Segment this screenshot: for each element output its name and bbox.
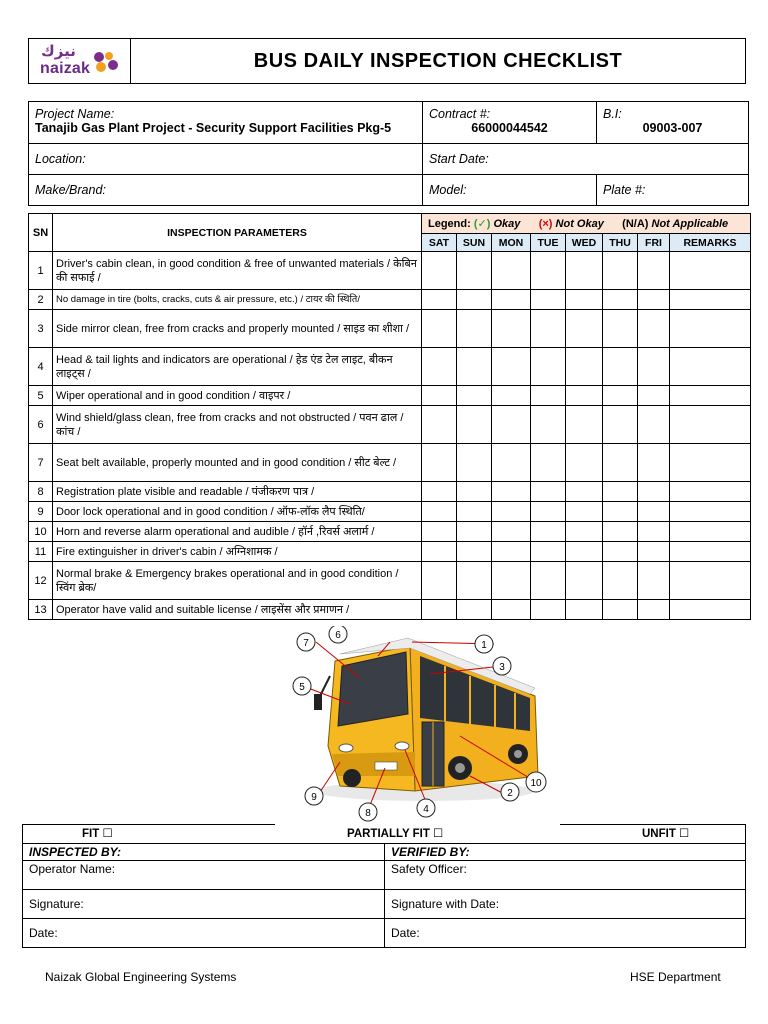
callout-3-label: 3 — [499, 662, 505, 673]
day-check-cell[interactable] — [457, 502, 492, 522]
day-check-cell[interactable] — [638, 562, 670, 600]
remarks-cell[interactable] — [670, 406, 751, 444]
remarks-header: REMARKS — [670, 234, 751, 252]
callout-8-label: 8 — [365, 808, 371, 819]
day-check-cell[interactable] — [492, 542, 531, 562]
table-row — [29, 600, 751, 620]
day-check-cell[interactable] — [457, 386, 492, 406]
start-date-label: Start Date: — [429, 152, 489, 166]
day-check-cell[interactable] — [422, 252, 457, 290]
day-check-cell[interactable] — [566, 600, 603, 620]
day-check-cell[interactable] — [566, 562, 603, 600]
project-name-cell — [29, 102, 423, 144]
day-check-cell[interactable] — [603, 600, 638, 620]
day-check-cell[interactable] — [603, 348, 638, 386]
callout-1-label: 1 — [481, 640, 487, 651]
day-check-cell[interactable] — [492, 444, 531, 482]
day-check-cell[interactable] — [457, 310, 492, 348]
day-check-cell[interactable] — [603, 562, 638, 600]
day-check-cell[interactable] — [457, 522, 492, 542]
callout-10-label: 10 — [530, 778, 542, 789]
day-check-cell[interactable] — [422, 522, 457, 542]
remarks-cell[interactable] — [670, 444, 751, 482]
day-check-cell[interactable] — [492, 406, 531, 444]
callout-7-label: 7 — [303, 638, 309, 649]
legend-okay: Okay — [493, 218, 521, 230]
day-check-cell[interactable] — [492, 482, 531, 502]
sn-cell: 7 — [29, 444, 53, 482]
day-check-cell[interactable] — [638, 290, 670, 310]
make-brand-label: Make/Brand: — [35, 183, 106, 197]
day-check-cell[interactable] — [638, 482, 670, 502]
day-check-cell[interactable] — [566, 444, 603, 482]
day-check-cell[interactable] — [457, 542, 492, 562]
day-check-cell[interactable] — [531, 406, 566, 444]
sn-cell: 6 — [29, 406, 53, 444]
model-label: Model: — [429, 183, 467, 197]
remarks-cell[interactable] — [670, 482, 751, 502]
day-check-cell[interactable] — [566, 310, 603, 348]
day-check-cell[interactable] — [603, 290, 638, 310]
parameter-cell: Horn and reverse alarm operational and audible / हॉर्न ,रिवर्स अलार्म / — [53, 522, 422, 542]
day-header-sun: SUN — [457, 234, 492, 252]
day-check-cell[interactable] — [603, 252, 638, 290]
day-check-cell[interactable] — [566, 386, 603, 406]
location-cell — [29, 144, 423, 175]
day-check-cell[interactable] — [422, 482, 457, 502]
parameter-cell: Registration plate visible and readable / पंजीकरण पात्र / — [53, 482, 422, 502]
parameters-header: INSPECTION PARAMETERS — [53, 214, 422, 252]
day-header-fri: FRI — [638, 234, 670, 252]
not-okay-cross-icon: (×) — [538, 218, 553, 230]
day-check-cell[interactable] — [492, 348, 531, 386]
day-check-cell[interactable] — [422, 562, 457, 600]
day-check-cell[interactable] — [531, 252, 566, 290]
parameter-cell: Door lock operational and in good condition / ऑफ-लॉक लैप स्थिति/ — [53, 502, 422, 522]
day-check-cell[interactable] — [638, 310, 670, 348]
sn-cell: 2 — [29, 290, 53, 310]
day-check-cell[interactable] — [492, 562, 531, 600]
callout-5-label: 5 — [299, 682, 305, 693]
sn-cell: 1 — [29, 252, 53, 290]
table-row — [29, 406, 751, 444]
legend-na: Not Applicable — [651, 218, 729, 230]
footer-department: HSE Department — [630, 970, 721, 984]
parameter-cell: Head & tail lights and indicators are operational / हेड एंड टेल लाइट, बीकन लाइट्स / — [53, 348, 422, 386]
remarks-cell[interactable] — [670, 252, 751, 290]
bus-illustration — [280, 626, 550, 826]
company-logo — [29, 39, 131, 83]
day-check-cell[interactable] — [457, 290, 492, 310]
day-check-cell[interactable] — [422, 600, 457, 620]
partially-fit-checkbox[interactable]: PARTIALLY FIT ☐ — [347, 828, 444, 840]
day-check-cell[interactable] — [531, 542, 566, 562]
day-check-cell[interactable] — [457, 482, 492, 502]
day-check-cell[interactable] — [603, 482, 638, 502]
day-check-cell[interactable] — [457, 406, 492, 444]
day-check-cell[interactable] — [603, 522, 638, 542]
day-check-cell[interactable] — [422, 406, 457, 444]
sn-cell: 5 — [29, 386, 53, 406]
contract-label: Contract #: — [429, 107, 491, 121]
location-label: Location: — [35, 152, 86, 166]
logo-mark-icon — [91, 49, 121, 75]
callout-6-label: 6 — [335, 630, 341, 641]
signature-field[interactable]: Signature: — [23, 890, 385, 919]
remarks-cell[interactable] — [670, 290, 751, 310]
day-check-cell[interactable] — [638, 542, 670, 562]
plate-cell — [597, 175, 749, 206]
day-check-cell[interactable] — [457, 562, 492, 600]
day-check-cell[interactable] — [566, 482, 603, 502]
parameter-cell: No damage in tire (bolts, cracks, cuts & air pressure, etc.) / टायर की स्थिति/ — [53, 290, 422, 310]
day-check-cell[interactable] — [531, 348, 566, 386]
project-name-label: Project Name: — [35, 107, 115, 121]
day-check-cell[interactable] — [457, 252, 492, 290]
day-check-cell[interactable] — [638, 502, 670, 522]
day-check-cell[interactable] — [492, 522, 531, 542]
day-check-cell[interactable] — [638, 386, 670, 406]
table-row — [29, 290, 751, 310]
remarks-cell[interactable] — [670, 310, 751, 348]
day-header-tue: TUE — [531, 234, 566, 252]
table-row — [29, 444, 751, 482]
day-check-cell[interactable] — [492, 290, 531, 310]
day-header-mon: MON — [492, 234, 531, 252]
day-check-cell[interactable] — [422, 502, 457, 522]
parameter-cell: Wind shield/glass clean, free from cracks and not obstructed / पवन ढाल / कांच / — [53, 406, 422, 444]
unfit-checkbox[interactable]: UNFIT ☐ — [642, 828, 690, 840]
table-row — [29, 386, 751, 406]
table-row — [29, 348, 751, 386]
table-row — [29, 522, 751, 542]
sn-cell: 9 — [29, 502, 53, 522]
day-check-cell[interactable] — [492, 310, 531, 348]
day-check-cell[interactable] — [531, 386, 566, 406]
bi-cell — [597, 102, 749, 144]
parameter-cell: Normal brake & Emergency brakes operational and in good condition / स्विंग ब्रेक/ — [53, 562, 422, 600]
day-check-cell[interactable] — [422, 310, 457, 348]
signature-with-date-field[interactable]: Signature with Date: — [385, 890, 746, 919]
remarks-cell[interactable] — [670, 386, 751, 406]
table-row — [29, 502, 751, 522]
sn-cell: 3 — [29, 310, 53, 348]
sn-cell: 4 — [29, 348, 53, 386]
date-field-left[interactable]: Date: — [23, 919, 385, 948]
make-brand-cell — [29, 175, 423, 206]
project-name-value: Tanajib Gas Plant Project - Security Support Facilities Pkg-5 — [35, 121, 392, 135]
day-header-thu: THU — [603, 234, 638, 252]
day-check-cell[interactable] — [638, 522, 670, 542]
fit-checkbox[interactable]: FIT ☐ — [82, 828, 113, 840]
day-check-cell[interactable] — [492, 252, 531, 290]
day-check-cell[interactable] — [492, 600, 531, 620]
day-header-sat: SAT — [422, 234, 457, 252]
day-check-cell[interactable] — [531, 502, 566, 522]
day-check-cell[interactable] — [531, 310, 566, 348]
day-check-cell[interactable] — [531, 562, 566, 600]
remarks-cell[interactable] — [670, 600, 751, 620]
day-check-cell[interactable] — [638, 348, 670, 386]
day-check-cell[interactable] — [603, 406, 638, 444]
day-check-cell[interactable] — [422, 386, 457, 406]
day-check-cell[interactable] — [603, 386, 638, 406]
contract-cell — [423, 102, 597, 144]
table-row — [29, 252, 751, 290]
date-field-right[interactable]: Date: — [385, 919, 746, 948]
legend-na-mark: (N/A) — [622, 218, 649, 230]
inspected-by-heading: INSPECTED BY: — [23, 844, 385, 861]
table-row — [29, 542, 751, 562]
day-check-cell[interactable] — [531, 290, 566, 310]
logo-name: naizak — [40, 60, 91, 77]
parameter-cell: Side mirror clean, free from cracks and properly mounted / साइड का शीशा / — [53, 310, 422, 348]
project-info-table — [28, 101, 749, 206]
contract-value: 66000044542 — [471, 121, 548, 135]
day-check-cell[interactable] — [638, 600, 670, 620]
day-check-cell[interactable] — [566, 290, 603, 310]
parameter-cell: Wiper operational and in good condition / वाइपर / — [53, 386, 422, 406]
day-check-cell[interactable] — [492, 386, 531, 406]
day-check-cell[interactable] — [603, 444, 638, 482]
day-check-cell[interactable] — [566, 522, 603, 542]
day-check-cell[interactable] — [457, 444, 492, 482]
day-check-cell[interactable] — [457, 348, 492, 386]
day-check-cell[interactable] — [566, 252, 603, 290]
day-check-cell[interactable] — [492, 502, 531, 522]
table-row — [29, 482, 751, 502]
safety-officer-field[interactable]: Safety Officer: — [385, 861, 746, 890]
day-check-cell[interactable] — [638, 252, 670, 290]
day-check-cell[interactable] — [422, 348, 457, 386]
day-check-cell[interactable] — [603, 502, 638, 522]
day-check-cell[interactable] — [531, 600, 566, 620]
remarks-cell[interactable] — [670, 502, 751, 522]
parameter-cell: Operator have valid and suitable license / लाइसेंस और प्रमाणन / — [53, 600, 422, 620]
day-check-cell[interactable] — [603, 542, 638, 562]
sn-cell: 13 — [29, 600, 53, 620]
day-check-cell[interactable] — [566, 406, 603, 444]
day-check-cell[interactable] — [422, 290, 457, 310]
sn-cell: 11 — [29, 542, 53, 562]
sn-header: SN — [29, 214, 53, 252]
day-check-cell[interactable] — [531, 482, 566, 502]
operator-name-field[interactable]: Operator Name: — [23, 861, 385, 890]
table-row — [29, 310, 751, 348]
day-check-cell[interactable] — [422, 542, 457, 562]
bus-diagram — [280, 626, 550, 826]
bi-value: 09003-007 — [642, 121, 703, 135]
logo-arabic-text: نيزك — [41, 43, 76, 60]
plate-label: Plate #: — [603, 183, 646, 197]
fitness-status-row — [22, 824, 746, 843]
parameter-cell: Seat belt available, properly mounted and in good condition / सीट बेल्ट / — [53, 444, 422, 482]
day-check-cell[interactable] — [566, 502, 603, 522]
remarks-cell[interactable] — [670, 522, 751, 542]
document-header — [28, 38, 746, 84]
day-check-cell[interactable] — [566, 348, 603, 386]
signoff-table — [22, 843, 746, 948]
parameter-cell: Fire extinguisher in driver's cabin / अग्निशामक / — [53, 542, 422, 562]
day-header-wed: WED — [566, 234, 603, 252]
day-check-cell[interactable] — [638, 406, 670, 444]
day-check-cell[interactable] — [638, 444, 670, 482]
start-date-cell — [423, 144, 749, 175]
document-title: BUS DAILY INSPECTION CHECKLIST — [253, 49, 623, 72]
legend — [422, 214, 751, 234]
remarks-cell[interactable] — [670, 348, 751, 386]
table-row — [29, 562, 751, 600]
day-check-cell[interactable] — [531, 444, 566, 482]
callout-2-label: 2 — [507, 788, 513, 799]
parameter-cell: Driver's cabin clean, in good condition & free of unwanted materials / केबिन की सफाई / — [53, 252, 422, 290]
bi-label: B.I: — [603, 107, 622, 121]
remarks-cell[interactable] — [670, 542, 751, 562]
inspection-checklist-table — [28, 213, 751, 620]
sn-cell: 12 — [29, 562, 53, 600]
day-check-cell[interactable] — [531, 522, 566, 542]
sn-cell: 8 — [29, 482, 53, 502]
model-cell — [423, 175, 597, 206]
day-check-cell[interactable] — [457, 600, 492, 620]
day-check-cell[interactable] — [566, 542, 603, 562]
remarks-cell[interactable] — [670, 562, 751, 600]
day-check-cell[interactable] — [422, 444, 457, 482]
legend-label: Legend: — [428, 218, 471, 230]
sn-cell: 10 — [29, 522, 53, 542]
footer-company: Naizak Global Engineering Systems — [45, 970, 237, 984]
callout-9-label: 9 — [311, 792, 317, 803]
legend-not-okay: Not Okay — [555, 218, 604, 230]
callout-4-label: 4 — [423, 804, 429, 815]
okay-check-icon: (✓) — [473, 218, 491, 230]
verified-by-heading: VERIFIED BY: — [385, 844, 746, 861]
day-check-cell[interactable] — [603, 310, 638, 348]
